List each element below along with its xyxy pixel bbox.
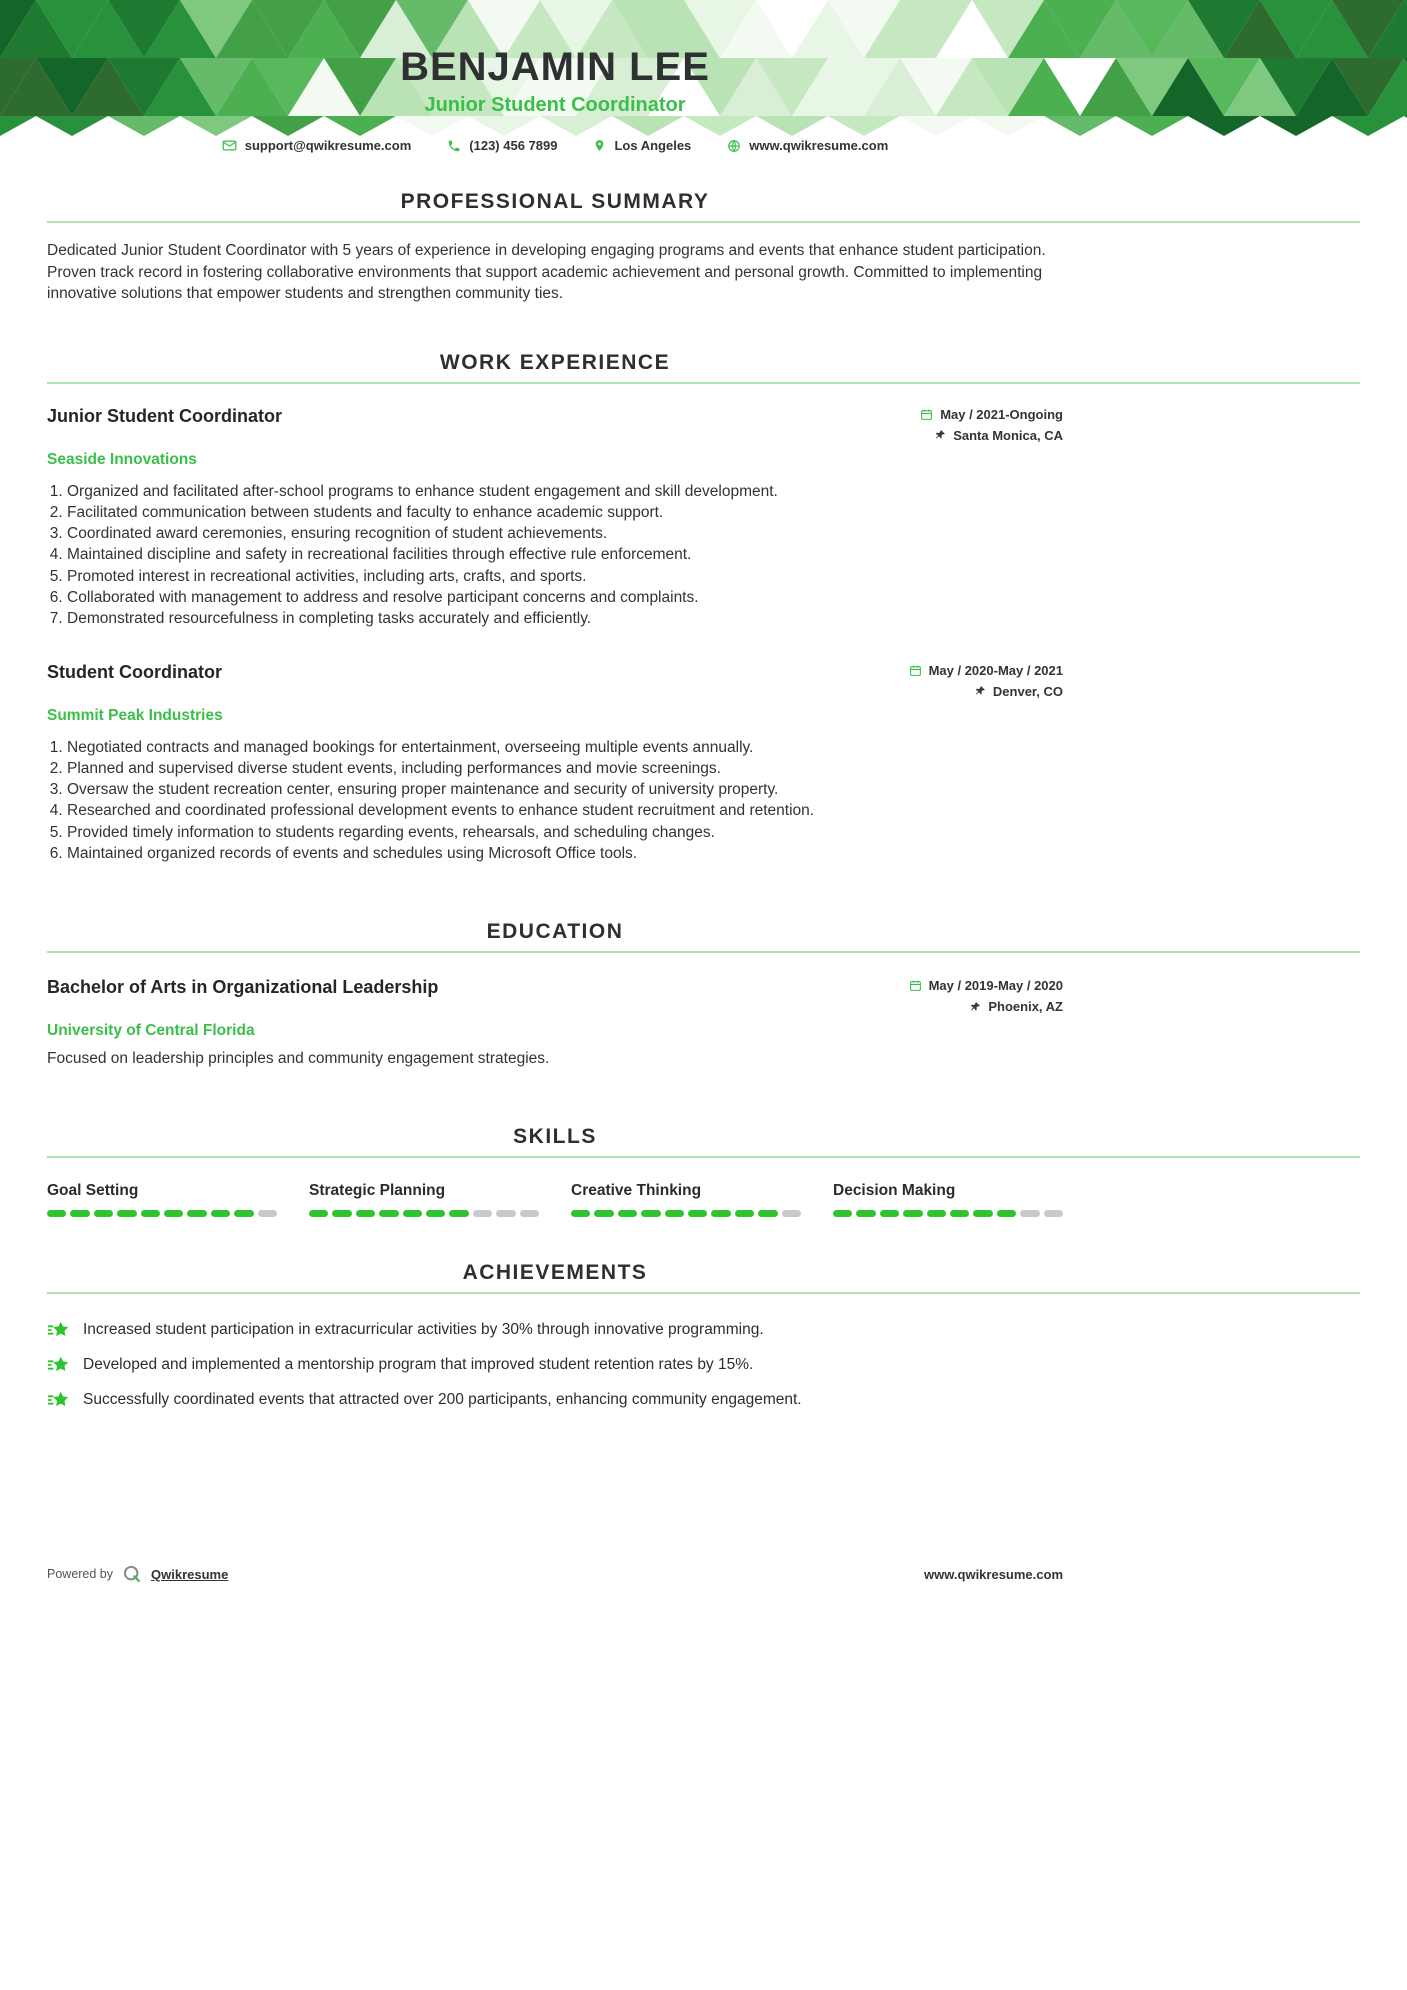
school-name: University of Central Florida: [47, 1022, 255, 1040]
skill-bar: [833, 1210, 1063, 1217]
section-divider: [47, 382, 1360, 384]
skill-bar-segment: [141, 1210, 160, 1217]
skill-bar-segment: [688, 1210, 707, 1217]
job-bullet: 1. Organized and facilitated after-school programs to enhance student engagement and skill development.: [67, 481, 1063, 502]
skill-bar-segment: [880, 1210, 899, 1217]
header-banner: [0, 0, 1407, 168]
education-description: Focused on leadership principles and community engagement strategies.: [47, 1050, 550, 1068]
achievement-text: Increased student participation in extracurricular activities by 30% through innovative programming.: [83, 1321, 764, 1339]
contact-row: [47, 138, 1063, 153]
skill-bar-segment: [903, 1210, 922, 1217]
skill-bar: [571, 1210, 801, 1217]
job-title: Junior Student Coordinator: [47, 405, 282, 426]
achievement-star-icon: [47, 1354, 69, 1376]
achievements-list: [47, 1318, 1063, 1412]
job-meta: [909, 660, 1063, 702]
qwikresume-link[interactable]: Qwikresume: [151, 1566, 229, 1582]
qwikresume-logo-icon: [122, 1564, 142, 1584]
section-work-experience: [47, 351, 1360, 865]
skill-bar-segment: [973, 1210, 992, 1217]
skill-bar-segment: [1044, 1210, 1063, 1217]
skill-bar: [47, 1210, 277, 1217]
section-achievements: [47, 1261, 1360, 1412]
job-bullet: 4. Maintained discipline and safety in recreational facilities through effective rule enforcement.: [67, 544, 1063, 565]
job-bullet: 6. Collaborated with management to address and resolve participant concerns and complaints.: [67, 587, 1063, 608]
skill-bar-segment: [618, 1210, 637, 1217]
job-title: Student Coordinator: [47, 661, 222, 682]
job-bullet: 3. Oversaw the student recreation center, ensuring proper maintenance and security of university property.: [67, 779, 1063, 800]
job-bullet: 5. Promoted interest in recreational activities, including arts, crafts, and sports.: [67, 566, 1063, 587]
skill-bar-segment: [665, 1210, 684, 1217]
skill-bar-segment: [594, 1210, 613, 1217]
skill-bar-segment: [711, 1210, 730, 1217]
skill-bar-segment: [641, 1210, 660, 1217]
job-head: [47, 660, 1063, 702]
education-head: [47, 975, 1063, 1017]
skill-bar-segment: [403, 1210, 422, 1217]
skill-bar-segment: [187, 1210, 206, 1217]
job-meta: [920, 404, 1063, 446]
location-pin-icon: [974, 685, 986, 697]
skill-bar-segment: [571, 1210, 590, 1217]
calendar-icon: [909, 979, 922, 992]
job-bullet-list: [47, 481, 1063, 630]
banner-text: [47, 0, 1063, 153]
section-professional-summary: [47, 190, 1360, 305]
job-bullet: 6. Maintained organized records of events and schedules using Microsoft Office tools.: [67, 843, 1063, 864]
degree-title: Bachelor of Arts in Organizational Leadership: [47, 977, 439, 998]
contact-location: [593, 138, 691, 153]
skill-bar-segment: [234, 1210, 253, 1217]
skill-bar-segment: [258, 1210, 277, 1217]
skill-bar: [309, 1210, 539, 1217]
contact-email[interactable]: [222, 138, 412, 153]
job-dates: [909, 660, 1063, 681]
skill-bar-segment: [735, 1210, 754, 1217]
contact-website-text: www.qwikresume.com: [749, 138, 889, 153]
job-head: [47, 404, 1063, 446]
section-divider: [47, 1292, 1360, 1294]
job-company: Summit Peak Industries: [47, 706, 223, 724]
skill-bar-segment: [117, 1210, 136, 1217]
achievement-star-icon: [47, 1389, 69, 1411]
skill-item: [571, 1180, 801, 1217]
job-bullet: 4. Researched and coordinated professional development events to enhance student recruitment and retention.: [67, 800, 1063, 821]
section-divider: [47, 1156, 1360, 1158]
job-bullet: 1. Negotiated contracts and managed bookings for entertainment, overseeing multiple events annually.: [67, 737, 1063, 758]
achievement-item: [47, 1318, 1063, 1342]
skill-bar-segment: [496, 1210, 515, 1217]
education-heading: EDUCATION: [486, 920, 624, 944]
skill-bar-segment: [309, 1210, 328, 1217]
location-pin-icon: [934, 429, 946, 441]
job-dates: [920, 404, 1063, 425]
footer: [47, 1564, 1063, 1584]
section-divider: [47, 951, 1360, 953]
skill-bar-segment: [211, 1210, 230, 1217]
section-divider: [47, 221, 1360, 223]
skill-item: [47, 1180, 277, 1217]
achievement-text: Successfully coordinated events that attracted over 200 participants, enhancing community engagement.: [83, 1391, 802, 1409]
job-location: [920, 425, 1063, 446]
section-skills: [47, 1125, 1360, 1217]
skill-bar-segment: [856, 1210, 875, 1217]
skill-name: Decision Making: [833, 1182, 956, 1200]
calendar-icon: [920, 408, 933, 421]
skill-bar-segment: [950, 1210, 969, 1217]
education-location: [909, 996, 1063, 1017]
skill-bar-segment: [164, 1210, 183, 1217]
contact-phone-text: (123) 456 7899: [469, 138, 558, 153]
achievement-item: [47, 1388, 1063, 1412]
candidate-title: Junior Student Coordinator: [424, 94, 686, 116]
job-dates-text: May / 2020-May / 2021: [928, 662, 1063, 678]
skill-bar-segment: [997, 1210, 1016, 1217]
globe-icon: [727, 139, 741, 153]
job-entry: [47, 660, 1063, 865]
job-location: [909, 681, 1063, 702]
skill-bar-segment: [758, 1210, 777, 1217]
phone-icon: [447, 139, 461, 153]
footer-branding: [47, 1564, 228, 1584]
job-location-text: Santa Monica, CA: [953, 427, 1063, 443]
achievement-item: [47, 1353, 1063, 1377]
skill-bar-segment: [449, 1210, 468, 1217]
education-dates-text: May / 2019-May / 2020: [928, 978, 1063, 994]
job-bullet: 5. Provided timely information to students regarding events, rehearsals, and scheduling changes.: [67, 822, 1063, 843]
skill-bar-segment: [520, 1210, 539, 1217]
job-dates-text: May / 2021-Ongoing: [940, 406, 1063, 422]
job-entry: [47, 404, 1063, 630]
skill-name: Strategic Planning: [309, 1182, 446, 1200]
achievements-heading: ACHIEVEMENTS: [462, 1261, 648, 1285]
skill-name: Creative Thinking: [571, 1182, 702, 1200]
work-experience-heading: WORK EXPERIENCE: [439, 350, 671, 374]
summary-heading: PROFESSIONAL SUMMARY: [400, 190, 710, 213]
skills-heading: SKILLS: [513, 1125, 597, 1149]
job-bullet: 7. Demonstrated resourcefulness in completing tasks accurately and efficiently.: [67, 608, 1063, 629]
skills-grid: [47, 1180, 1063, 1217]
section-education: [47, 920, 1360, 1069]
education-entry: [47, 975, 1063, 1069]
contact-email-text: support@qwikresume.com: [244, 138, 412, 153]
job-bullet-list: [47, 737, 1063, 865]
email-icon: [222, 138, 237, 153]
skill-item: [833, 1180, 1063, 1217]
skill-bar-segment: [70, 1210, 89, 1217]
skill-bar-segment: [473, 1210, 492, 1217]
job-location-text: Denver, CO: [992, 683, 1063, 699]
skill-bar-segment: [1020, 1210, 1039, 1217]
job-bullet: 3. Coordinated award ceremonies, ensuring recognition of student achievements.: [67, 523, 1063, 544]
calendar-icon: [909, 664, 922, 677]
contact-location-text: Los Angeles: [614, 138, 692, 153]
footer-website[interactable]: www.qwikresume.com: [924, 1566, 1063, 1582]
powered-by-label: Powered by: [47, 1567, 114, 1582]
candidate-name: BENJAMIN LEE: [400, 45, 710, 89]
skill-bar-segment: [379, 1210, 398, 1217]
summary-text: Dedicated Junior Student Coordinator with 5 years of experience in developing engaging programs and events that enhance student participation. Proven track record in fostering collaborative environments that support academic achievement and personal growth. Committed to implementing innovative solutions that empower students and strengthen community ties.: [47, 242, 1046, 302]
skill-bar-segment: [927, 1210, 946, 1217]
education-dates: [909, 975, 1063, 996]
skill-item: [309, 1180, 539, 1217]
job-bullet: 2. Planned and supervised diverse student events, including performances and movie screenings.: [67, 758, 1063, 779]
job-company: Seaside Innovations: [47, 450, 197, 468]
job-bullet: 2. Facilitated communication between students and faculty to enhance academic support.: [67, 502, 1063, 523]
achievement-text: Developed and implemented a mentorship program that improved student retention rates by 15%.: [83, 1356, 754, 1374]
education-meta: [909, 975, 1063, 1017]
achievement-star-icon: [47, 1319, 69, 1341]
skill-name: Goal Setting: [47, 1182, 139, 1200]
contact-phone: [447, 138, 557, 153]
location-pin-icon: [593, 139, 606, 152]
skill-bar-segment: [47, 1210, 66, 1217]
skill-bar-segment: [94, 1210, 113, 1217]
education-location-text: Phoenix, AZ: [988, 999, 1063, 1015]
skill-bar-segment: [426, 1210, 445, 1217]
skill-bar-segment: [332, 1210, 351, 1217]
location-pin-icon: [969, 1001, 981, 1013]
skill-bar-segment: [833, 1210, 852, 1217]
skill-bar-segment: [356, 1210, 375, 1217]
skill-bar-segment: [782, 1210, 801, 1217]
contact-website[interactable]: [727, 138, 888, 153]
